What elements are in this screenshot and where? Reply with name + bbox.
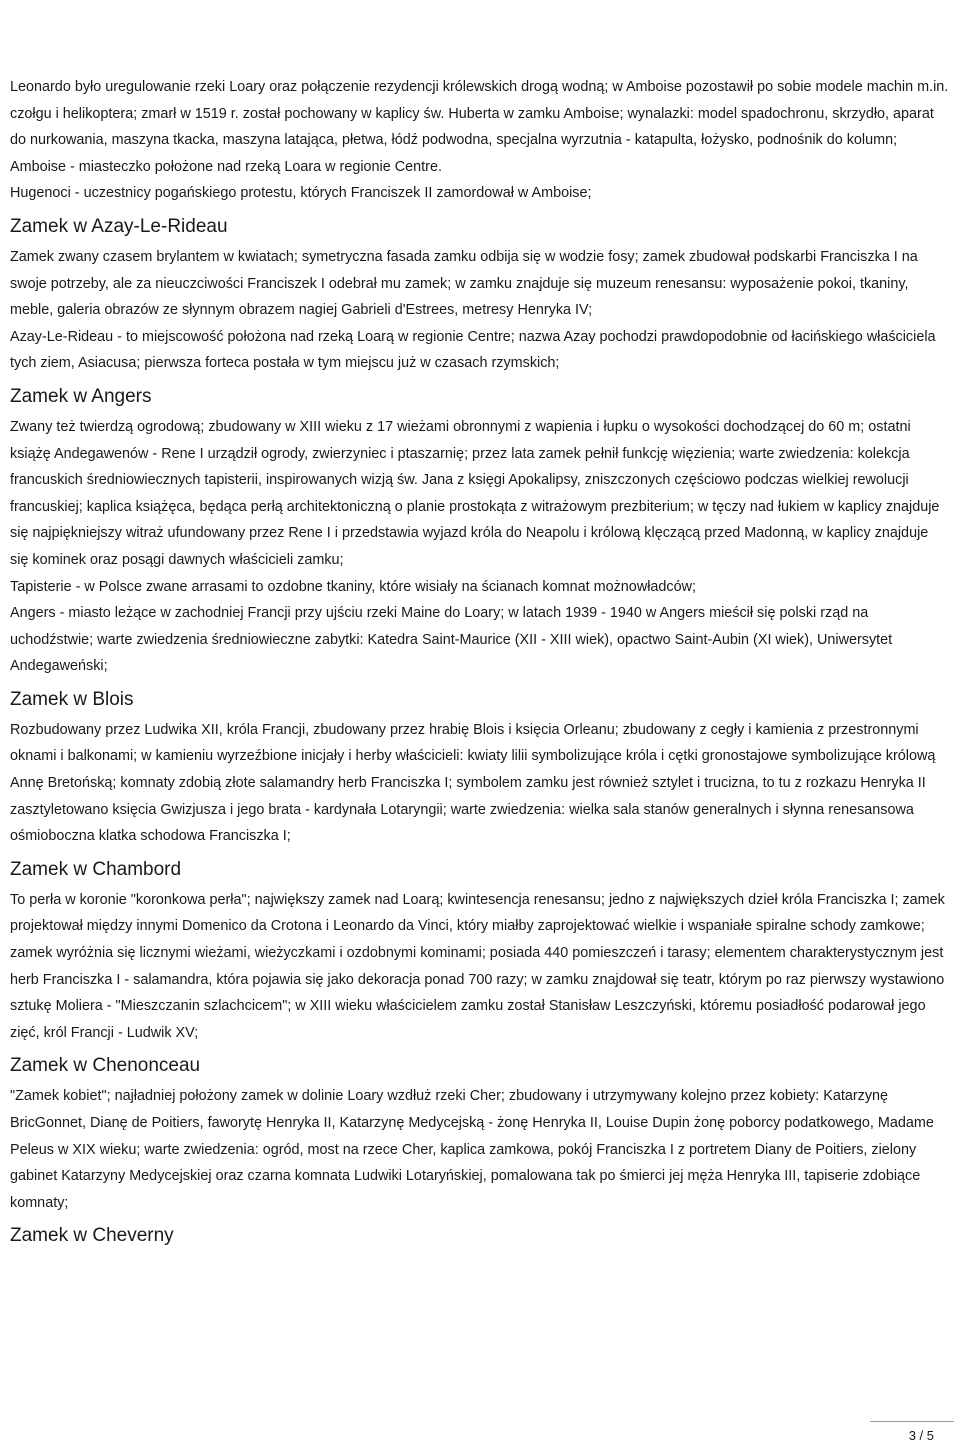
section-heading-chambord: Zamek w Chambord bbox=[10, 858, 182, 880]
section-heading-angers: Zamek w Angers bbox=[10, 385, 152, 407]
azay-paragraph-1: Zamek zwany czasem brylantem w kwiatach; symetryczna fasada zamku odbija się w wodzie fosy; zamek zbudował podskarbi Franciszka I na swoje potrzeby, ale za nieuczciwości Franciszek I odebrał mu zamek; w zamku znajduje się muzeum renesansu: wyposażenie pokoi, tkaniny, meble, galeria obrazów ze słynnym obrazem nagiej Gabrieli d'Estrees, metresy Henryka IV; bbox=[10, 248, 918, 319]
azay-paragraph-2: Azay-Le-Rideau - to miejscowość położona nad rzeką Loarą w regionie Centre; nazwa Azay pochodzi prawdopodobnie od łacińskiego właściciela tych ziem, Asiacusa; pierwsza forteca postała w tym miejscu już w czasach rzymskich; bbox=[10, 328, 936, 372]
footer-divider bbox=[870, 1421, 954, 1422]
angers-paragraph-2: Tapisterie - w Polsce zwane arrasami to ozdobne tkaniny, które wisiały na ścianach komnat możnowładców; bbox=[10, 578, 696, 595]
chambord-paragraph-1: To perła w koronie "koronkowa perła"; największy zamek nad Loarą; kwintesencja renesansu; jedno z największych dzieł króla Franciszka I; zamek projektował między innymi Domenico da Crotona i Leonardo da Vinci, który miałby zaprojektować wielkie i wspaniałe spiralne schody zamkowe; zamek wyróżnia się licznymi wieżami, wieżyczkami i ozdobnymi kominami; posiada 440 pomieszczeń i tarasy; elementem charakterystycznym jest herb Franciszka I - salamandra, która pojawia się jako dekoracja ponad 700 razy; w zamku znajdował się teatr, którym po raz pierwszy wystawiono sztukę Moliera - "Mieszczanin szlachcicem"; w XIII wieku właścicielem zamku został Stanisław Leszczyński, któremu posiadłość podarował jego zięć, król Francji - Ludwik XV; bbox=[10, 891, 945, 1041]
intro-paragraph-amboise: Amboise - miasteczko położone nad rzeką Loara w regionie Centre. bbox=[10, 158, 442, 175]
chenonceau-paragraph-1: "Zamek kobiet"; najładniej położony zamek w dolinie Loary wzdłuż rzeki Cher; zbudowany i utrzymywany kolejno przez kobiety: Katarzynę BricGonnet, Dianę de Poitiers, faworytę Henryka II, Katarzynę Medycejską - żonę Henryka II, Louise Dupin żonę poborcy podatkowego, Madame Peleus w XIX wieku; warte zwiedzenia: ogród, most na rzece Cher, kaplica zamkowa, pokój Franciszka I z portretem Diany de Poitiers, zielony gabinet Katarzyny Medycejskiej oraz czarna komnata Ludwiki Lotaryńskiej, pomalowana tak po śmierci jej męża Henryka III, tapiserie zdobiące komnaty; bbox=[10, 1088, 934, 1211]
blois-paragraph-1: Rozbudowany przez Ludwika XII, króla Francji, zbudowany przez hrabię Blois i księcia Orleanu; zbudowany z cegły i kamienia z przestronnymi oknami i balkonami; w kamieniu wyrzeźbione inicjały i herby właścicieli: kwiaty lilii symbolizujące króla i cętki gronostajowe symbolizujące królową Annę Bretońską; komnaty zdobią złote salamandry herb Franciszka I; symbolem zamku jest również sztylet i trucizna, to tu z rozkazu Henryka II zasztyletowano księcia Gwizjusza i jego brata - kardynała Lotaryngii; warte zwiedzenia: wielka sala stanów generalnych i słynna renesansowa ośmioboczna klatka schodowa Franciszka I; bbox=[10, 721, 936, 845]
angers-paragraph-3: Angers - miasto leżące w zachodniej Francji przy ujściu rzeki Maine do Loary; w latach 1939 - 1940 w Angers mieścił się polski rząd na uchodźstwie; warte zwiedzenia średniowieczne zabytki: Katedra Saint-Maurice (XII - XIII wiek), opactwo Saint-Aubin (XI wiek), Uniwersytet Andegaweński; bbox=[10, 605, 893, 675]
section-heading-blois: Zamek w Blois bbox=[10, 688, 134, 710]
document-body bbox=[10, 74, 950, 1250]
angers-paragraph-1: Zwany też twierdzą ogrodową; zbudowany w XIII wieku z 17 wieżami obronnymi z wapienia i łupku o wysokości dochodzącej do 60 m; ostatni książę Andegawenów - Rene I urządził ogrody, zwierzyniec i ptaszarnię; przez lata zamek pełnił funkcję więzienia; warte zwiedzenia: kolekcja francuskich średniowiecznych tapisterii, inspirowanych wizją św. Jana z księgi Apokalipsy, zniszczonych częściowo podczas wielkiej rewolucji francuskiej; kaplica książęca, będąca perłą architektoniczną o planie prostokąta z witrażowym prezbiterium; w tęczy nad łukiem w kaplicy znajduje się najpiękniejszy witraż ufundowany przez Rene I i przedstawia wyjazd króla do Neapolu i królową klęczącą przed Madonną, w kaplicy znajduje się kominek oraz posągi dawnych właścicieli zamku; bbox=[10, 418, 940, 568]
page-number: 3 / 5 bbox=[908, 1428, 934, 1443]
intro-paragraph-leonardo: Leonardo było uregulowanie rzeki Loary oraz połączenie rezydencji królewskich drogą wodną; w Amboise pozostawił po sobie modele machin m.in. czołgu i helikoptera; zmarł w 1519 r. został pochowany w kaplicy św. Huberta w zamku Amboise; wynalazki: model spadochronu, skrzydło, aparat do nurkowania, maszyna tkacka, maszyna latająca, płetwa, łódź podwodna, specjalna wyrzutnia - katapulta, łożysko, podnośnik do kolumn; bbox=[10, 79, 949, 149]
section-heading-chenonceau: Zamek w Chenonceau bbox=[10, 1055, 201, 1077]
section-heading-azay: Zamek w Azay-Le-Rideau bbox=[10, 215, 228, 237]
section-heading-cheverny: Zamek w Cheverny bbox=[10, 1225, 174, 1247]
intro-paragraph-hugenoci: Hugenoci - uczestnicy pogańskiego protestu, których Franciszek II zamordował w Amboise; bbox=[10, 185, 592, 202]
